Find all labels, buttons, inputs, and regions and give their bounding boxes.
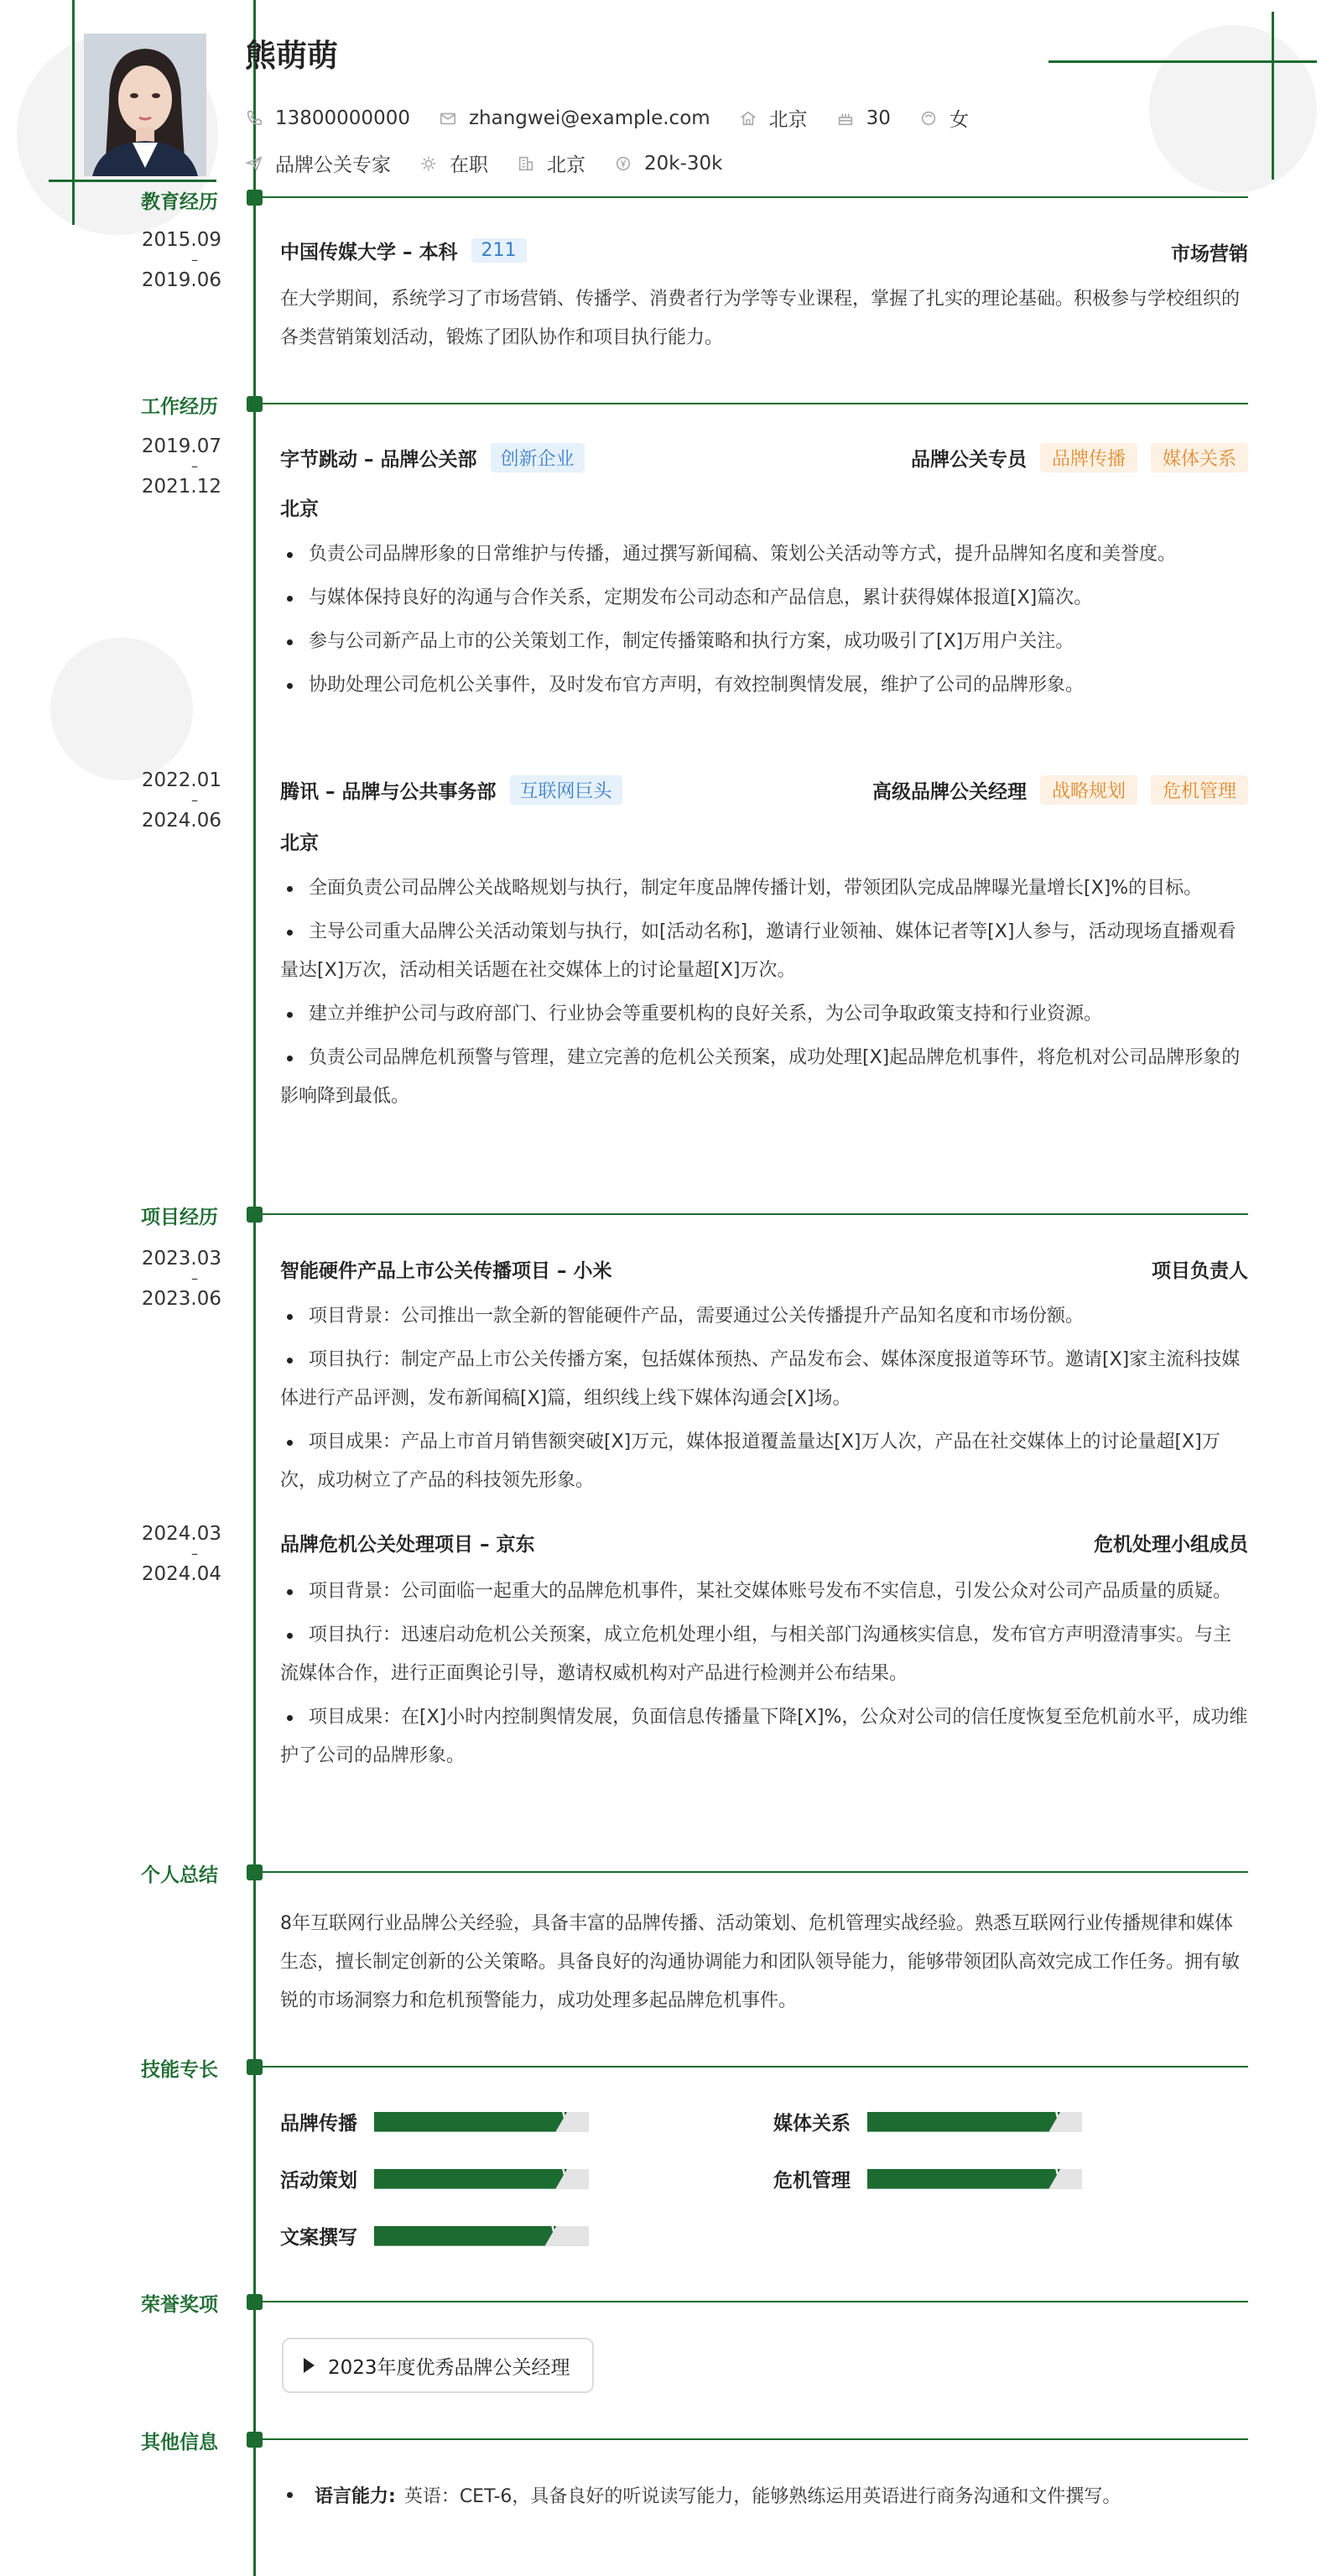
list-item: 负责公司品牌形象的日常维护与传播，通过撰写新闻稿、策划公关活动等方式，提升品牌知名度和美誉度。 <box>280 535 1248 574</box>
project-dates <box>134 1524 221 1584</box>
role-tag: 媒体关系 <box>1151 443 1248 472</box>
date-dash: – <box>191 252 198 268</box>
role-name: 品牌公关专员 <box>910 449 1027 471</box>
other-info <box>280 2482 1121 2508</box>
skill-label: 文案撰写 <box>280 2227 357 2249</box>
date-start: 2015.09 <box>141 229 221 251</box>
status-icon <box>419 154 438 173</box>
school-name: 中国传媒大学 – 本科 <box>280 242 458 263</box>
salary-text: 20k-30k <box>644 152 723 175</box>
gender-icon <box>919 109 938 128</box>
date-end: 2019.06 <box>141 269 221 291</box>
role-name: 高级品牌公关经理 <box>872 781 1027 803</box>
section-title-education: 教育经历 <box>141 191 218 213</box>
role-tag: 危机管理 <box>1151 775 1248 805</box>
summary-text: 8年互联网行业品牌公关经验，具备丰富的品牌传播、活动策划、危机管理实战经验。熟悉互联网行业传播规律和媒体生态，擅长制定创新的公关策略。具备良好的沟通协调能力和团队领导能力，能够带领团队高效完成工作任务。拥有敏锐的市场洞察力和危机预警能力，成功处理多起品牌危机事件。 <box>280 1913 1241 2011</box>
award-label: 2023年度优秀品牌公关经理 <box>328 2356 570 2379</box>
contact-age <box>836 107 891 129</box>
school-tag: 211 <box>471 238 527 263</box>
list-item: 建立并维护公司与政府部门、行业协会等重要机构的良好关系，为公司争取政策支持和行业资源。 <box>280 995 1248 1034</box>
project-role: 项目负责人 <box>1152 1260 1248 1282</box>
job-status <box>419 149 488 177</box>
play-icon <box>304 2358 315 2373</box>
list-item: 协助处理公司危机公关事件，及时发布官方声明，有效控制舆情发展，维护了公司的品牌形象。 <box>280 666 1248 705</box>
skill-item <box>280 2165 589 2193</box>
work-role <box>911 443 1248 472</box>
bullet-dot <box>287 2492 293 2498</box>
section-title-awards: 荣誉奖项 <box>141 2294 218 2316</box>
job-salary <box>614 153 722 175</box>
date-dash: – <box>191 1546 198 1562</box>
work-company <box>280 775 622 805</box>
decor-line <box>72 0 75 225</box>
date-end: 2023.06 <box>141 1288 221 1310</box>
education-dates <box>134 230 221 290</box>
education-title <box>280 237 527 264</box>
candidate-name: 熊萌萌 <box>245 38 338 74</box>
company-tag: 互联网巨头 <box>510 775 622 805</box>
date-end: 2024.04 <box>141 1563 221 1585</box>
date-end: 2021.12 <box>141 476 221 498</box>
skill-fill <box>867 2112 1060 2132</box>
date-start: 2023.03 <box>141 1248 221 1270</box>
work-bullets <box>280 869 1248 1121</box>
section-title-summary: 个人总结 <box>141 1864 218 1886</box>
skill-label: 活动策划 <box>280 2170 357 2192</box>
list-item: 项目背景：公司推出一款全新的智能硬件产品，需要通过公关传播提升产品知名度和市场份额。 <box>280 1297 1248 1336</box>
skill-fill <box>374 2226 557 2246</box>
hometown-text: 北京 <box>768 109 808 131</box>
company-name: 腾讯 – 品牌与公共事务部 <box>280 781 497 803</box>
list-item: 项目成果：产品上市首月销售额突破[X]万元，媒体报道覆盖量达[X]万人次，产品在社交媒体上的讨论量超[X]万次，成功树立了产品的科技领先形象。 <box>280 1423 1248 1500</box>
section-divider <box>260 1871 1248 1873</box>
date-end: 2024.06 <box>141 810 221 832</box>
skill-item <box>280 2108 589 2135</box>
work-bullets <box>280 535 1248 710</box>
list-item: 全面负责公司品牌公关战略规划与执行，制定年度品牌传播计划，带领团队完成品牌曝光量增长[X]%的目标。 <box>280 869 1248 908</box>
work-dates <box>134 770 221 831</box>
education-desc: 在大学期间，系统学习了市场营销、传播学、消费者行为学等专业课程，掌握了扎实的理论基础。积极参与学校组织的各类营销策划活动，锻炼了团队协作和项目执行能力。 <box>280 289 1241 348</box>
section-divider <box>260 196 1248 198</box>
contact-hometown <box>739 104 808 132</box>
section-divider <box>260 2301 1248 2302</box>
skill-bar <box>867 2169 1082 2189</box>
other-label: 语言能力: <box>315 2486 396 2507</box>
list-item: 负责公司品牌危机预警与管理，建立完善的危机公关预案，成功处理[X]起品牌危机事件，将危机对公司品牌形象的影响降到最低。 <box>280 1039 1248 1116</box>
home-icon <box>739 109 757 128</box>
skill-fill <box>374 2169 567 2189</box>
job-city <box>517 149 585 177</box>
job-title-text: 品牌公关专家 <box>275 154 391 176</box>
contact-row <box>245 104 997 132</box>
job-row <box>245 149 751 177</box>
contact-gender <box>919 104 969 132</box>
list-item: 项目执行：制定产品上市公关传播方案，包括媒体预热、产品发布会、媒体深度报道等环节。邀请[X]家主流科技媒体进行产品评测，发布新闻稿[X]篇，组织线上线下媒体沟通会[X]场。 <box>280 1341 1248 1418</box>
list-item: 与媒体保持良好的沟通与合作关系，定期发布公司动态和产品信息，累计获得媒体报道[X]篇次。 <box>280 579 1248 618</box>
skill-fill <box>867 2169 1060 2189</box>
section-title-work: 工作经历 <box>141 396 218 418</box>
money-icon <box>614 154 632 173</box>
section-title-other: 其他信息 <box>141 2432 218 2453</box>
project-bullets <box>280 1297 1248 1505</box>
skill-item <box>773 2165 1082 2193</box>
date-dash: – <box>191 792 198 808</box>
date-dash: – <box>191 1270 198 1286</box>
job-status-text: 在职 <box>450 154 488 176</box>
project-title: 智能硬件产品上市公关传播项目 – 小米 <box>280 1260 612 1282</box>
project-role: 危机处理小组成员 <box>1094 1534 1248 1556</box>
role-tag: 战略规划 <box>1040 775 1137 805</box>
project-bullets <box>280 1572 1248 1781</box>
email-text: zhangwei@example.com <box>468 107 710 129</box>
section-title-skills: 技能专长 <box>141 2059 218 2081</box>
decor-circle <box>1149 25 1317 193</box>
project-title: 品牌危机公关处理项目 – 京东 <box>280 1534 535 1556</box>
job-city-text: 北京 <box>547 154 585 176</box>
contact-email <box>439 107 710 129</box>
building-icon <box>517 154 535 173</box>
job-title <box>245 149 391 177</box>
work-city: 北京 <box>280 498 319 520</box>
skill-item <box>773 2108 1082 2135</box>
skill-bar <box>374 2226 589 2246</box>
section-title-projects: 项目经历 <box>141 1207 218 1228</box>
education-major: 市场营销 <box>1171 243 1248 265</box>
list-item: 参与公司新产品上市的公关策划工作，制定传播策略和执行方案，成功吸引了[X]万用户关注。 <box>280 623 1248 661</box>
list-item: 主导公司重大品牌公关活动策划与执行，如[活动名称]，邀请行业领袖、媒体记者等[X]人参与，活动现场直播观看量达[X]万次，活动相关话题在社交媒体上的讨论量超[X]万次。 <box>280 913 1248 990</box>
work-dates <box>134 436 221 497</box>
decor-line <box>49 180 216 182</box>
date-start: 2022.01 <box>141 769 221 791</box>
phone-icon <box>245 109 263 128</box>
skill-label: 媒体关系 <box>773 2113 851 2135</box>
decor-line <box>1048 60 1317 63</box>
role-tag: 品牌传播 <box>1040 443 1137 472</box>
section-divider <box>260 2066 1248 2068</box>
list-item: 项目执行：迅速启动危机公关预案，成立危机处理小组，与相关部门沟通核实信息，发布官方声明澄清事实。与主流媒体合作，进行正面舆论引导，邀请权威机构对产品进行检测并公布结果。 <box>280 1616 1248 1693</box>
phone-text: 13800000000 <box>275 107 410 129</box>
company-name: 字节跳动 – 品牌公关部 <box>280 449 477 471</box>
work-company <box>280 443 585 472</box>
skill-bar <box>374 2112 589 2132</box>
project-dates <box>134 1249 221 1309</box>
section-divider <box>260 2438 1248 2440</box>
section-divider <box>260 1213 1248 1215</box>
skill-label: 危机管理 <box>773 2170 851 2192</box>
avatar <box>84 34 206 176</box>
date-dash: – <box>191 458 198 474</box>
other-text: 英语：CET-6，具备良好的听说读写能力，能够熟练运用英语进行商务沟通和文件撰写。 <box>403 2486 1121 2507</box>
decor-circle <box>50 638 193 780</box>
skill-item <box>280 2222 589 2250</box>
list-item: 项目成果：在[X]小时内控制舆情发展，负面信息传播量下降[X]%，公众对公司的信任度恢复至危机前水平，成功维护了公司的品牌形象。 <box>280 1698 1248 1776</box>
work-city: 北京 <box>280 832 319 854</box>
skill-bar <box>867 2112 1082 2132</box>
work-role <box>872 775 1248 805</box>
award-item[interactable] <box>282 2338 594 2393</box>
skill-label: 品牌传播 <box>280 2113 357 2135</box>
date-start: 2024.03 <box>141 1523 221 1545</box>
gender-text: 女 <box>949 109 969 131</box>
decor-line <box>1272 12 1274 180</box>
skill-bar <box>374 2169 589 2189</box>
skill-fill <box>374 2112 567 2132</box>
list-item: 项目背景：公司面临一起重大的品牌危机事件，某社交媒体账号发布不实信息，引发公众对公司产品质量的质疑。 <box>280 1572 1248 1611</box>
age-icon <box>836 109 855 128</box>
date-start: 2019.07 <box>141 435 221 457</box>
timeline-line <box>253 0 256 2576</box>
mail-icon <box>439 109 457 128</box>
section-divider <box>260 403 1248 404</box>
company-tag: 创新企业 <box>491 443 585 472</box>
contact-phone <box>245 107 410 129</box>
age-text: 30 <box>866 107 891 129</box>
send-icon <box>245 154 263 173</box>
